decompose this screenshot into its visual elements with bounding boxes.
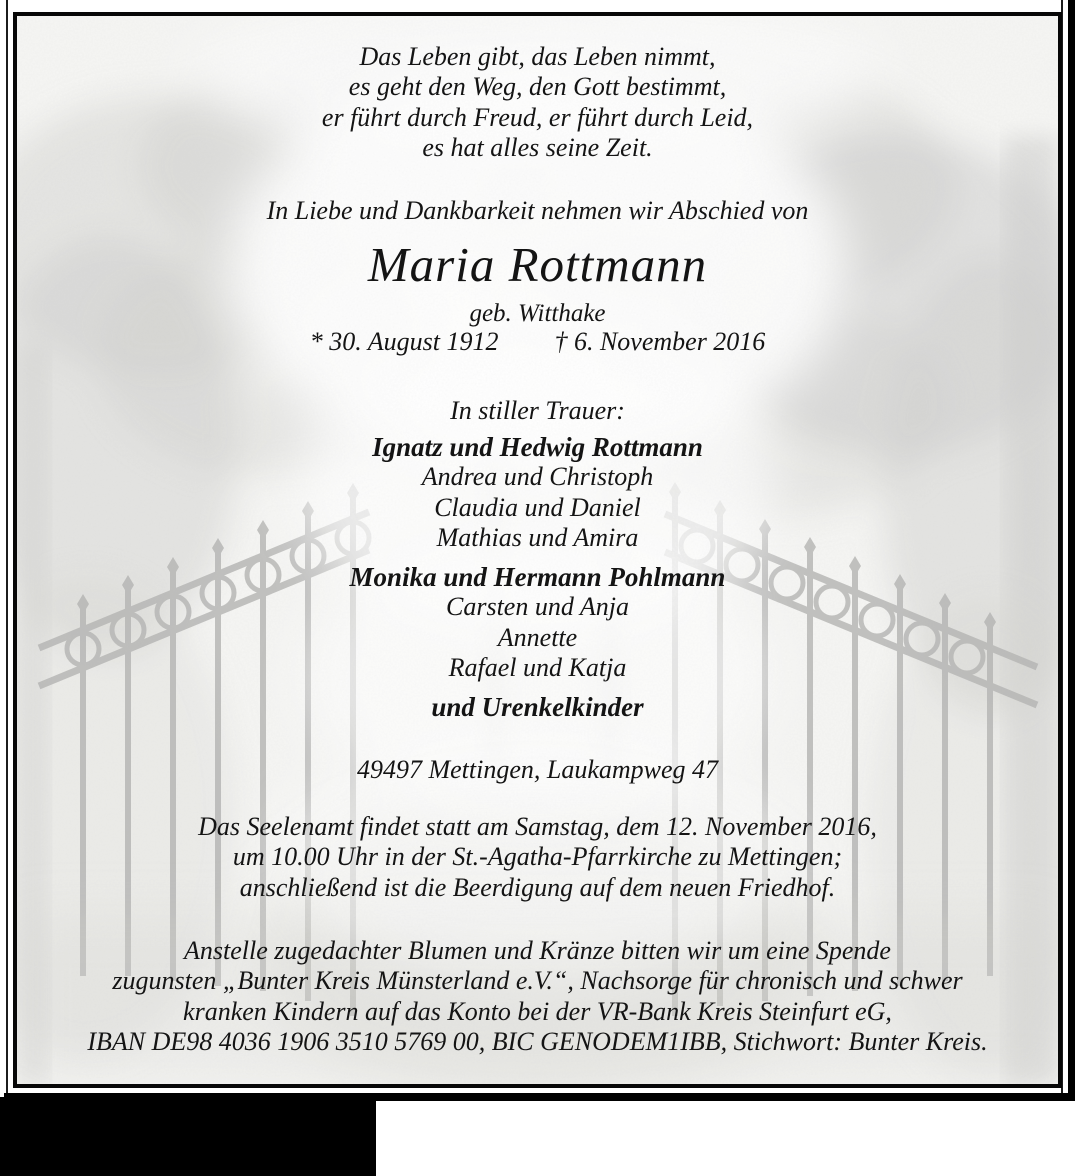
mourner-line: Monika und Hermann Pohlmann <box>349 562 726 593</box>
mourner-line: Mathias und Amira <box>436 522 639 552</box>
poem-line: es hat alles seine Zeit. <box>422 132 653 162</box>
poem <box>17 42 1058 163</box>
service-info <box>17 812 1058 903</box>
donation-line: IBAN DE98 4036 1906 3510 5769 00, BIC GENODEM1IBB, Stichwort: Bunter Kreis. <box>87 1026 988 1056</box>
donation-line: kranken Kindern auf das Konto bei der VR-Bank Kreis Steinfurt eG, <box>183 996 892 1026</box>
life-dates <box>17 327 1058 357</box>
mourner-line: Carsten und Anja <box>446 592 629 622</box>
service-line: Das Seelenamt findet statt am Samstag, dem 12. November 2016, <box>198 812 877 841</box>
mourner-line: Rafael und Katja <box>448 653 627 683</box>
donation-info <box>17 936 1058 1057</box>
mourner-list <box>17 432 1058 723</box>
poem-line: er führt durch Freud, er führt durch Leid, <box>321 102 754 132</box>
obituary-content <box>17 0 1058 1084</box>
maiden-name: geb. Witthake <box>469 300 606 327</box>
right-edge-black-strip <box>1068 0 1075 1101</box>
mourner-line: Ignatz und Hedwig Rottmann <box>372 432 703 462</box>
address-line: 49497 Mettingen, Laukampweg 47 <box>356 755 719 784</box>
donation-line: Anstelle zugedachter Blumen und Kränze bitten wir um eine Spende <box>184 936 891 965</box>
adjacent-ad-block <box>0 1097 376 1176</box>
death-date: † 6. November 2016 <box>554 327 766 356</box>
mourner-line: und Urenkelkinder <box>431 692 644 723</box>
service-line: um 10.00 Uhr in der St.-Agatha-Pfarrkirche zu Mettingen; <box>232 842 843 872</box>
service-line: anschließend ist die Beerdigung auf dem neuen Friedhof. <box>239 872 836 902</box>
mourner-line: Andrea und Christoph <box>421 462 654 492</box>
mourner-line: Claudia und Daniel <box>434 492 641 522</box>
donation-line: zugunsten „Bunter Kreis Münsterland e.V.“, Nachsorge für chronisch und schwer <box>112 966 963 996</box>
mourning-heading: In stiller Trauer: <box>450 396 625 425</box>
intro-line: In Liebe und Dankbarkeit nehmen wir Abschied von <box>266 196 809 225</box>
poem-line: Das Leben gibt, das Leben nimmt, <box>359 42 716 71</box>
birth-date: * 30. August 1912 <box>309 327 499 356</box>
mourner-line: Annette <box>497 622 578 652</box>
deceased-name: Maria Rottmann <box>367 237 708 292</box>
poem-line: es geht den Weg, den Gott bestimmt, <box>348 72 727 102</box>
